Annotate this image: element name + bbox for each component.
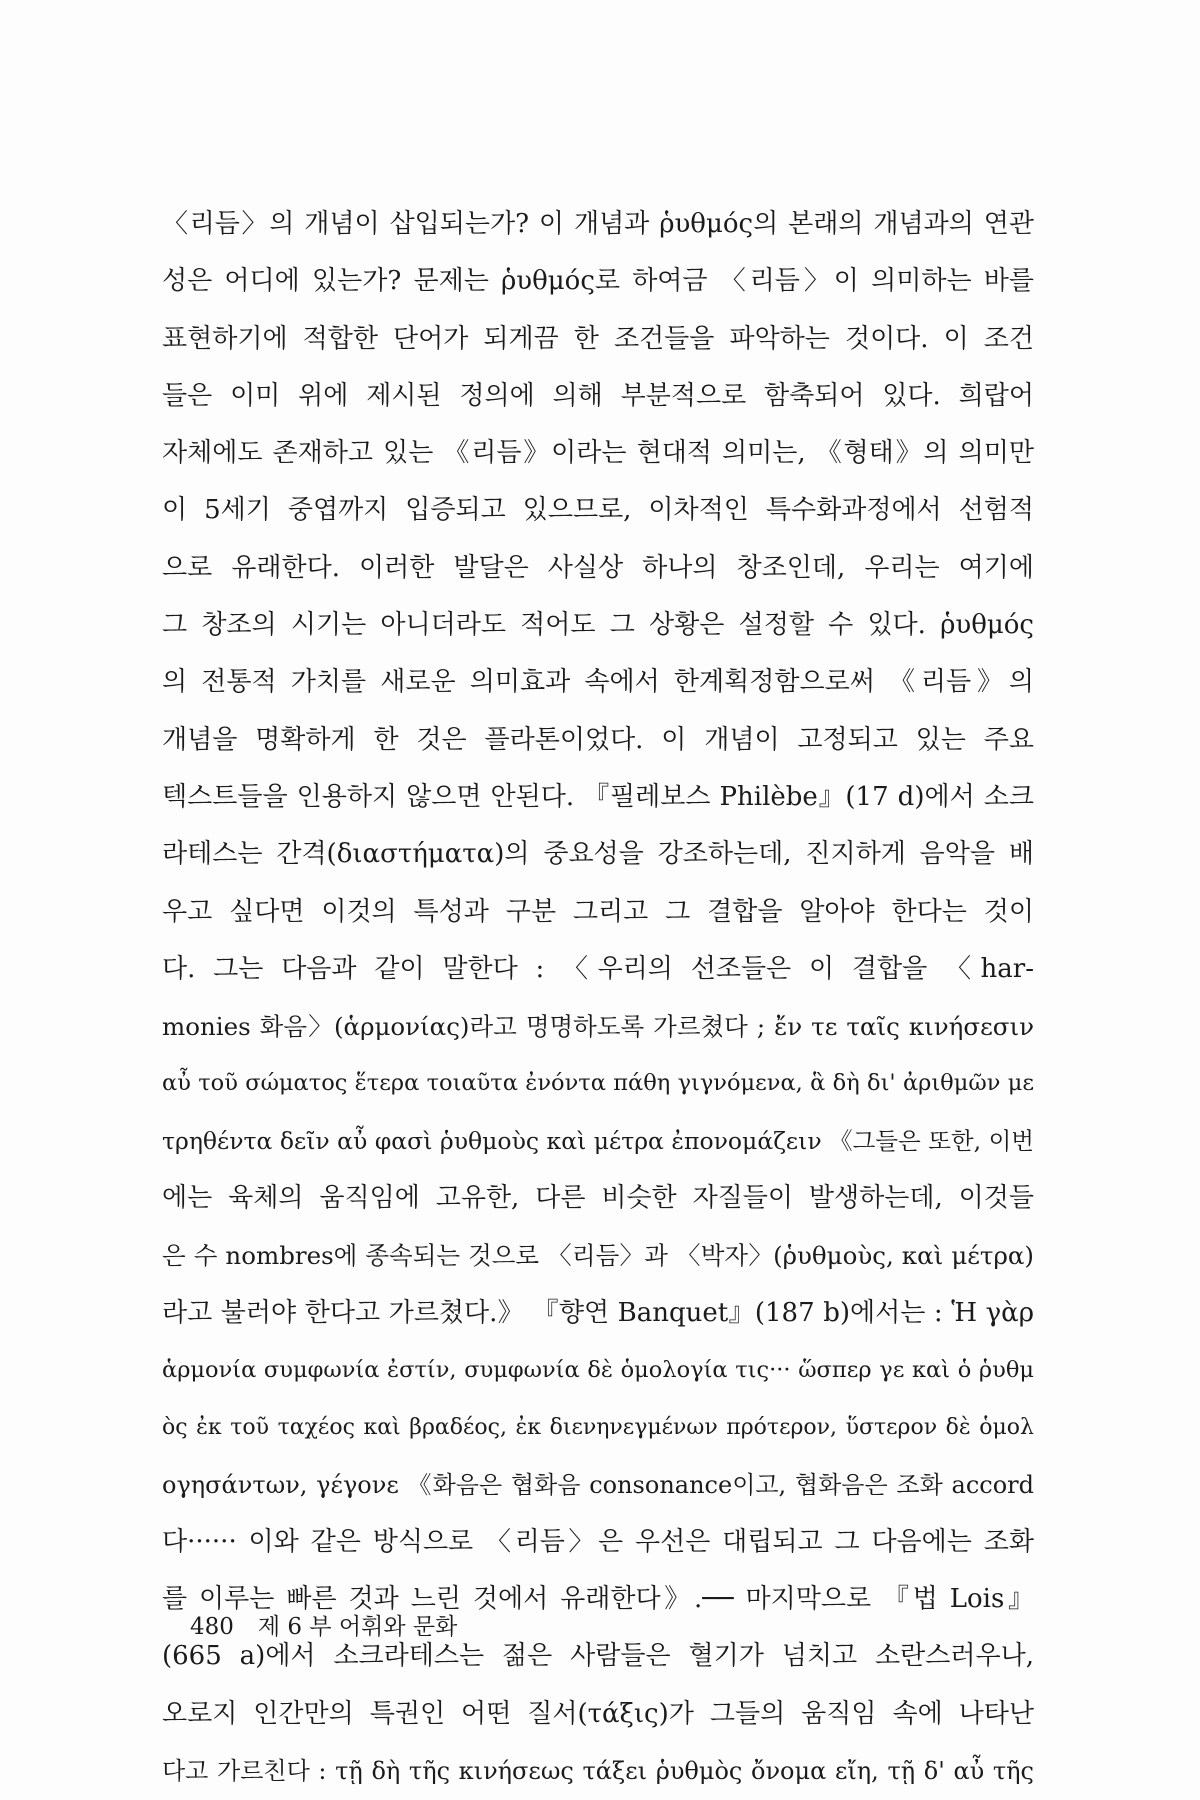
text-line: 라고 불러야 한다고 가르쳤다.》 『향연 Banquet』(187 b)에서는 : Ἡ γὰρ	[162, 1297, 1034, 1328]
section-title: 제 6 부 어휘와 문화	[257, 1614, 458, 1640]
text-line: 성은 어디에 있는가? 문제는 ῥυθμός로 하여금 〈리듬〉이 의미하는 바를	[162, 266, 1034, 297]
text-line: (665 a)에서 소크라테스는 젊은 사람들은 혈기가 넘치고 소란스러우나,	[162, 1641, 1034, 1672]
text-line: 으로 유래한다. 이러한 발달은 사실상 하나의 창조인데, 우리는 여기에	[162, 552, 1034, 583]
text-line: τρηθέντα δεῖν αὖ φασὶ ῥυθμοὺς καὶ μέτρα ἐπονομάζειν 《그들은 또한, 이번	[162, 1126, 1034, 1155]
page-number: 480	[190, 1614, 234, 1640]
text-line: 자체에도 존재하고 있는 《리듬》이라는 현대적 의미는, 《형태》의 의미만	[162, 438, 1034, 469]
text-line: 의 전통적 가치를 새로운 의미효과 속에서 한계획정함으로써 《리듬》의	[162, 667, 1034, 698]
text-line: ὸς ἐκ τοῦ ταχέος καὶ βραδέος, ἐκ διενηνεγμένων πρότερον, ὕστερον δὲ ὁμολ	[162, 1415, 1034, 1441]
text-line: 은 수 nombres에 종속되는 것으로 〈리듬〉과 〈박자〉(ῥυθμοὺς, καὶ μέτρα)	[162, 1241, 1034, 1271]
body-text	[162, 196, 1034, 1800]
text-line: 에는 육체의 움직임에 고유한, 다른 비슷한 자질들이 발생하는데, 이것들	[162, 1183, 1034, 1214]
text-line: 그 창조의 시기는 아니더라도 적어도 그 상황은 설정할 수 있다. ῥυθμός	[162, 610, 1034, 641]
text-line: monies 화음〉(ἁρμονίας)라고 명명하도록 가르쳤다 ; ἔν τε ταῖς κινήσεσιν	[162, 1012, 1034, 1042]
text-line: 다고 가르친다 : τῇ δὴ τῆς κινήσεως τάξει ῥυθμὸς ὄνομα εἴη, τῇ δ' αὖ τῆς	[162, 1757, 1034, 1786]
text-line: 다······ 이와 같은 방식으로 〈리듬〉은 우선은 대립되고 그 다음에는 조화	[162, 1526, 1034, 1557]
text-line: ογησάντων, γέγονε 《화음은 협화음 consonance이고, 협화음은 조화 accord	[162, 1470, 1034, 1499]
text-line: 오로지 인간만의 특권인 어떤 질서(τάξις)가 그들의 움직임 속에 나타난	[162, 1698, 1034, 1729]
text-line: 텍스트들을 인용하지 않으면 안된다. 『필레보스 Philèbe』(17 d)에서 소크	[162, 781, 1034, 812]
text-line: 우고 싶다면 이것의 특성과 구분 그리고 그 결합을 알아야 한다는 것이	[162, 896, 1034, 927]
text-line: 라테스는 간격(διαστήματα)의 중요성을 강조하는데, 진지하게 음악을 배	[162, 839, 1034, 870]
page-footer	[190, 1608, 457, 1641]
text-line: 개념을 명확하게 한 것은 플라톤이었다. 이 개념이 고정되고 있는 주요	[162, 724, 1034, 755]
text-line: 다. 그는 다음과 같이 말한다 : 〈우리의 선조들은 이 결합을 〈har-	[162, 953, 1034, 984]
text-line: 〈리듬〉의 개념이 삽입되는가? 이 개념과 ῥυθμός의 본래의 개념과의 연관	[162, 209, 1034, 239]
text-line: 들은 이미 위에 제시된 정의에 의해 부분적으로 함축되어 있다. 희랍어	[162, 380, 1034, 411]
text-line: ἁρμονία συμφωνία ἐστίν, συμφωνία δὲ ὁμολογία τις··· ὥσπερ γε καὶ ὁ ῥυθμ	[162, 1356, 1034, 1383]
text-line: 이 5세기 중엽까지 입증되고 있으므로, 이차적인 특수화과정에서 선험적	[162, 495, 1034, 526]
text-line: 를 이루는 빠른 것과 느린 것에서 유래한다》.── 마지막으로 『법 Lois』	[162, 1584, 1034, 1615]
text-line: αὖ τοῦ σώματος ἕτερα τοιαῦτα ἐνόντα πάθη γιγνόμενα, ἃ δὴ δι' ἀριθμῶν με	[162, 1070, 1034, 1097]
text-line: 표현하기에 적합한 단어가 되게끔 한 조건들을 파악하는 것이다. 이 조건	[162, 323, 1034, 354]
